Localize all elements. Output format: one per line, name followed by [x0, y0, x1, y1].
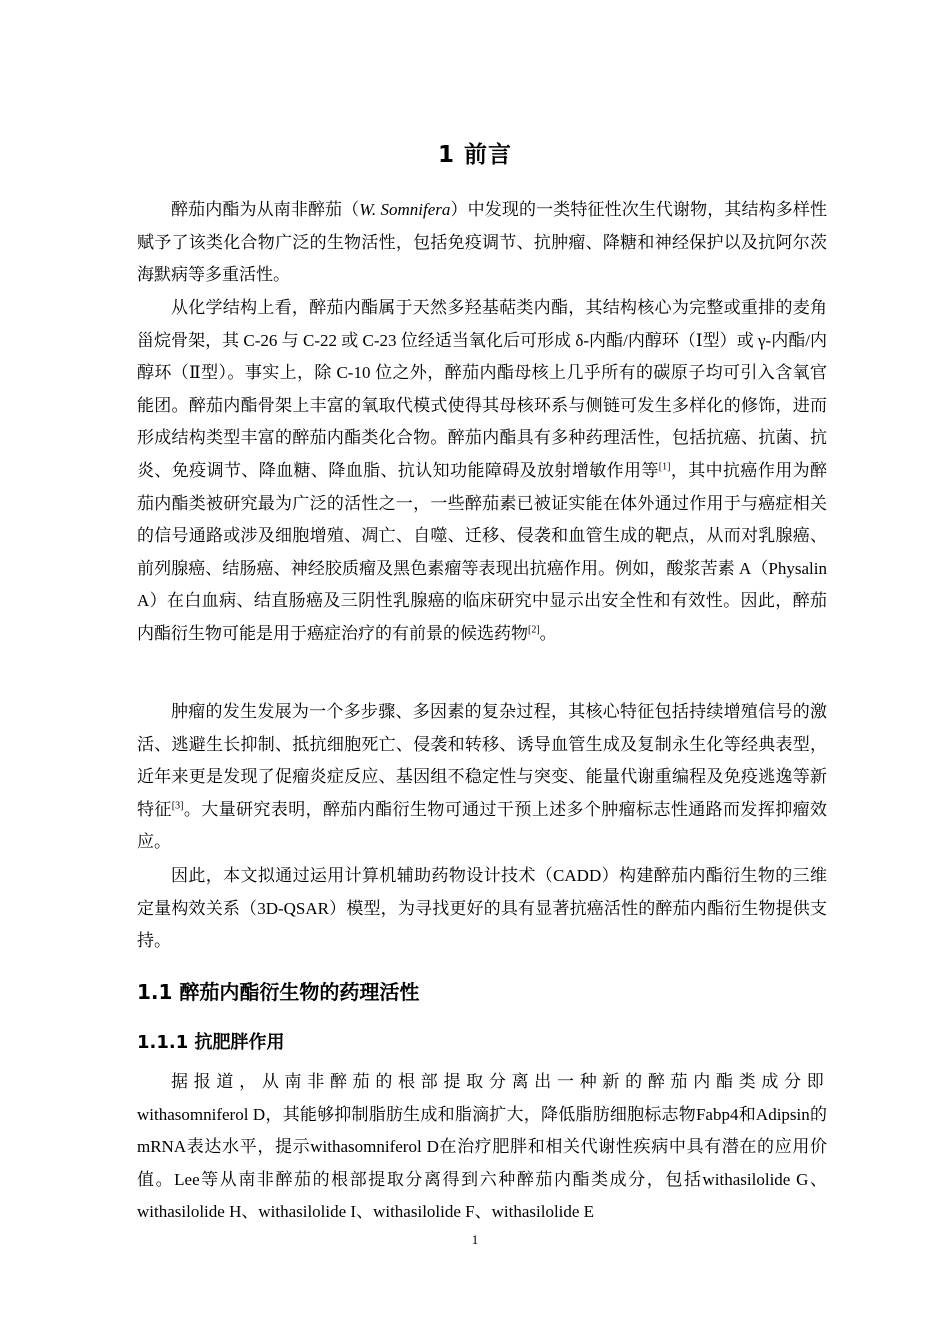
citation-ref-1: [1]	[658, 461, 671, 473]
citation-ref-2: [2]	[528, 624, 540, 636]
paragraph-structure-text-a: 从化学结构上看，醉茄内酯属于天然多羟基萜类内酯，其结构核心为完整或重排的麦角甾烷骨架，其 C-26 与 C-22 或 C-23 位经适当氧化后可形成 δ-内酯/内醇环（Ⅰ型）或 γ-内酯/内醇环（Ⅱ型）。事实上，除 C-10 位之外，醉茄内酯母核上几乎所有的碳原子均可引入含氧官能团。醉茄内酯骨架上丰富的氧取代模式使得其母核环系与侧链可发生多样化的修饰，进而形成结构类型丰富的醉茄内酯类化合物。醉茄内酯具有多种药理活性，包括抗癌、抗菌、抗炎、免疫调节、降血糖、降血脂、抗认知功能障碍及放射增敏作用等	[137, 298, 827, 480]
paragraph-anti-obesity-text: withasomniferol D，其能够抑制脂肪生成和脂滴扩大，降低脂肪细胞标志物Fabp4和Adipsin的mRNA表达水平，提示withasomniferol D在治疗肥胖和相关代谢性疾病中具有潜在的应用价值。Lee等从南非醉茄的根部提取分离得到六种醉茄内酯类成分，包括withasilolide G、withasilolide H、withasilolide I、withasilolide F、withasilolide E	[137, 1104, 827, 1222]
paragraph-tumor	[137, 696, 827, 859]
paragraph-intro-text-a: 醉茄内酯为从南非醉茄（	[171, 200, 360, 219]
paragraph-structure-text-b: ，其中抗癌作用为醉茄内酯类被研究最为广泛的活性之一，一些醉茄素已被证实能在体外通过作用于与癌症相关的信号通路或涉及细胞增殖、凋亡、自噬、迁移、侵袭和血管生成的靶点，从而对乳腺癌、前列腺癌、结肠癌、神经胶质瘤及黑色素瘤等表现出抗癌作用。例如，酸浆苦素 A（Physalin A）在白血病、结直肠癌及三阴性乳腺癌的临床研究中显示出安全性和有效性。因此，醉茄内酯衍生物可能是用于癌症治疗的有前景的候选药物	[137, 460, 828, 643]
paragraph-intro	[137, 194, 827, 292]
chapter-title: 1 前言	[437, 142, 512, 168]
paragraph-anti-obesity-line1: 据报道，从南非醉茄的根部提取分离出一种新的醉茄内酯类成分即	[171, 1072, 827, 1091]
section-heading-1-1: 1.1 醉茄内酯衍生物的药理活性	[137, 980, 420, 1004]
paragraph-structure	[137, 292, 827, 651]
paragraph-tumor-text-a: 肿瘤的发生发展为一个多步骤、多因素的复杂过程，其核心特征包括持续增殖信号的激活、逃避生长抑制、抵抗细胞死亡、侵袭和转移、诱导血管生成及复制永生化等经典表型，近年来更是发现了促瘤炎症反应、基因组不稳定性与突变、能量代谢重编程及免疫逃逸等新特征	[137, 702, 827, 819]
paragraph-anti-obesity	[137, 1066, 827, 1229]
paragraph-aim: 因此，本文拟通过运用计算机辅助药物设计技术（CADD）构建醉茄内酯衍生物的三维定量构效关系（3D-QSAR）模型，为寻找更好的具有显著抗癌活性的醉茄内酯衍生物提供支持。	[137, 866, 827, 951]
paragraph-intro-text-b: ）中发现的一类特征性次生代谢物，其结构多样性赋予了该类化合物广泛的生物活性，包括免疫调节、抗肿瘤、降糖和神经保护以及抗阿尔茨海默病等多重活性。	[137, 200, 827, 285]
paragraph-structure-text-c: 。	[539, 623, 557, 643]
species-name: W. Somnifera	[359, 200, 451, 219]
section-heading-1-1-1: 1.1.1 抗肥胖作用	[137, 1032, 285, 1053]
paragraph-tumor-text-b: 。大量研究表明，醉茄内酯衍生物可通过干预上述多个肿瘤标志性通路而发挥抑瘤效应。	[137, 799, 828, 852]
page-number: 1	[471, 1232, 479, 1247]
citation-ref-3: [3]	[171, 800, 184, 812]
